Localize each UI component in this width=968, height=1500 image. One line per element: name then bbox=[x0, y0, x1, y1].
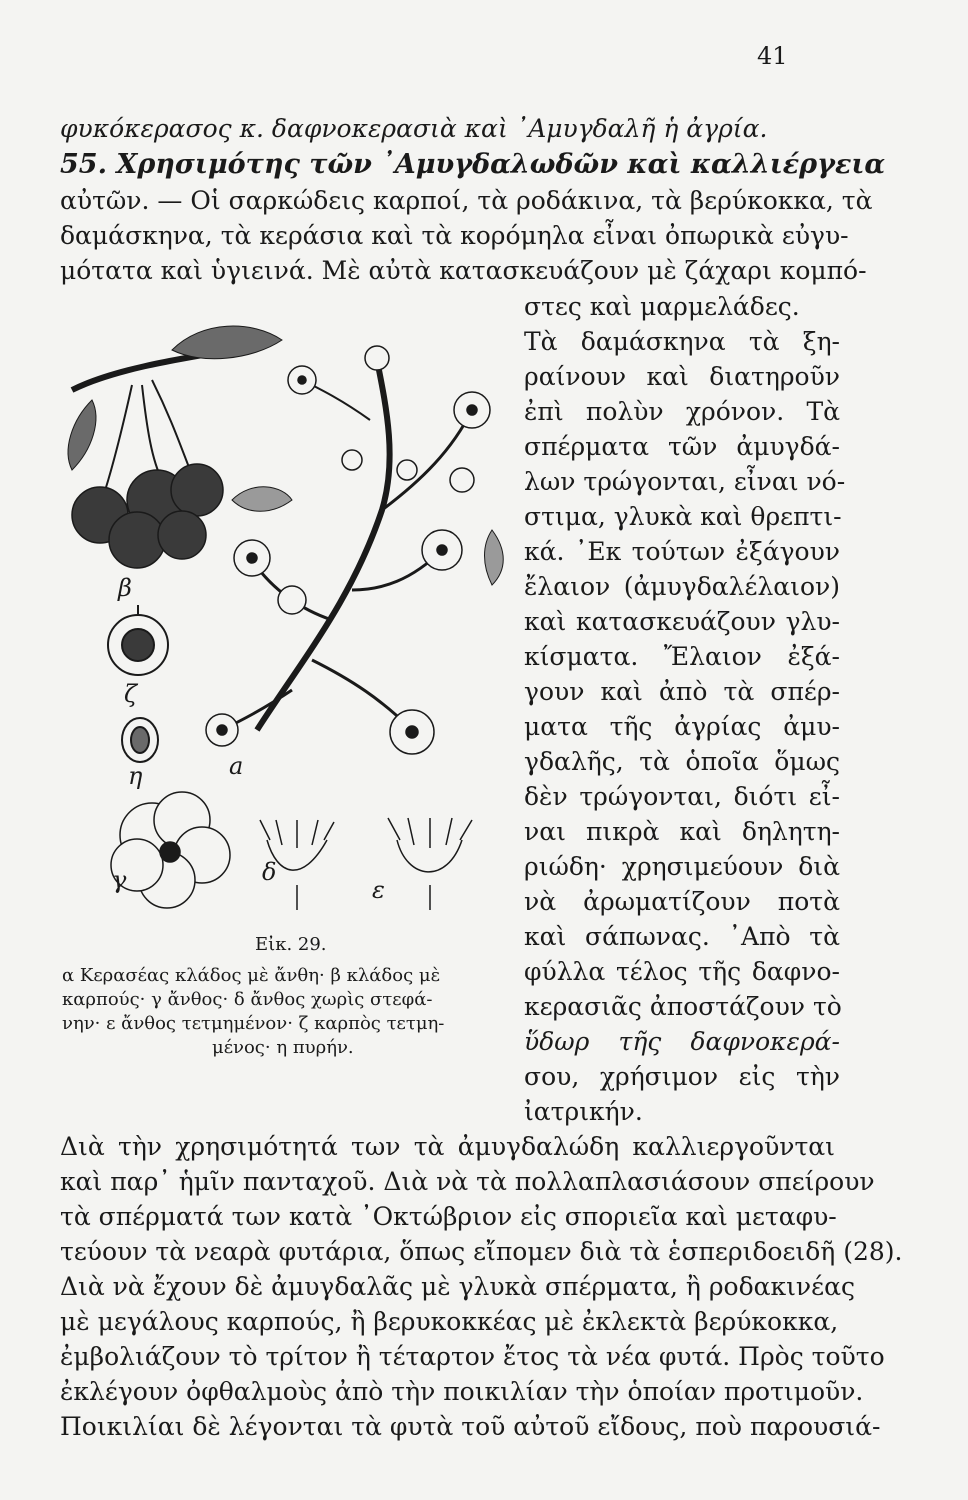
body-line: Ποικιλίαι δὲ λέγονται τὰ φυτὰ τοῦ αὐτοῦ εἴδους, ποὺ παρουσιά- bbox=[60, 1412, 881, 1441]
column-line: ριώδη· χρησιμεύουν διὰ bbox=[524, 852, 840, 881]
figure-caption-line: μένος· η πυρήν. bbox=[212, 1037, 354, 1058]
figure-caption-line: καρπούς· γ ἄνθος· δ ἄνθος χωρὶς στεφά- bbox=[62, 989, 433, 1010]
column-line: νὰ ἀρωματίζουν ποτὰ bbox=[524, 887, 840, 916]
figure-label-g: η bbox=[128, 762, 143, 790]
figure-caption-line: νην· ε ἄνθος τετμημένον· ζ καρπὸς τετμη- bbox=[62, 1013, 445, 1034]
body-line: αὐτῶν. — Οἱ σαρκώδεις καρποί, τὰ ροδάκινα, τὰ βερύκοκκα, τὰ bbox=[60, 186, 873, 215]
figure-label-c: γ bbox=[112, 866, 127, 894]
column-line: φύλλα τέλος τῆς δαφνο- bbox=[524, 957, 840, 986]
column-line: λων τρώγονται, εἶναι νό- bbox=[524, 467, 846, 496]
plant-names-line: φυκόκερασος κ. δαφνοκερασιὰ καὶ ᾿Αμυγδαλῆ ἡ ἀγρία. bbox=[60, 114, 768, 143]
column-line: ραίνουν καὶ διατηροῦν bbox=[524, 362, 840, 391]
body-line: τεύουν τὰ νεαρὰ φυτάρια, ὅπως εἴπομεν διὰ τὰ ἑσπεριδοειδῆ (28). bbox=[60, 1237, 903, 1266]
figure-title: Εἰκ. 29. bbox=[255, 934, 327, 955]
column-line: Τὰ δαμάσκηνα τὰ ξη- bbox=[524, 327, 840, 356]
figure-label-e: ε bbox=[372, 876, 385, 904]
column-line: στες καὶ μαρμελάδες. bbox=[524, 292, 800, 321]
figure-label-d: δ bbox=[262, 858, 277, 886]
column-line: ἔλαιον (ἀμυγδαλέλαιον) bbox=[524, 572, 840, 601]
figure-label-f: ζ bbox=[124, 680, 138, 708]
section-heading: 55. Χρησιμότης τῶν ᾿Αμυγδαλωδῶν καὶ καλλιέργεια bbox=[60, 149, 886, 180]
column-line: καὶ κατασκευάζουν γλυ- bbox=[524, 607, 840, 636]
body-line: τὰ σπέρματά των κατὰ ᾿Οκτώβριον εἰς σποριεῖα καὶ μεταφυ- bbox=[60, 1202, 837, 1231]
column-line: ἐπὶ πολὺν χρόνον. Τὰ bbox=[524, 397, 840, 426]
column-line: κίσματα. Ἔλαιον ἐξά- bbox=[524, 642, 840, 671]
body-line: μότατα καὶ ὑγιεινά. Μὲ αὐτὰ κατασκευάζουν μὲ ζάχαρι κομπό- bbox=[60, 256, 867, 285]
body-line: δαμάσκηνα, τὰ κεράσια καὶ τὰ κορόμηλα εἶναι ὀπωρικὰ εὐγυ- bbox=[60, 221, 849, 250]
body-line: Διὰ τὴν χρησιμότητά των τὰ ἀμυγδαλώδη καλλιεργοῦνται bbox=[60, 1132, 835, 1161]
body-line: καὶ παρ᾿ ἡμῖν πανταχοῦ. Διὰ νὰ τὰ πολλαπλασιάσουν σπείρουν bbox=[60, 1167, 875, 1196]
column-line: κά. ᾿Εκ τούτων ἐξάγουν bbox=[524, 537, 840, 566]
column-line: σπέρματα τῶν ἀμυγδά- bbox=[524, 432, 840, 461]
column-line: καὶ σάπωνας. ᾿Απὸ τὰ bbox=[524, 922, 840, 951]
column-line: κερασιᾶς ἀποστάζουν τὸ bbox=[524, 992, 842, 1021]
column-line: ναι πικρὰ καὶ δηλητη- bbox=[524, 817, 840, 846]
figure-caption-line: α Κερασέας κλάδος μὲ ἄνθη· β κλάδος μὲ bbox=[62, 965, 441, 986]
body-line: ἐμβολιάζουν τὸ τρίτον ἢ τέταρτον ἔτος τὰ νέα φυτά. Πρὸς τοῦτο bbox=[60, 1342, 885, 1371]
body-line: Διὰ νὰ ἔχουν δὲ ἀμυγδαλᾶς μὲ γλυκὰ σπέρματα, ἢ ροδακινέας bbox=[60, 1272, 855, 1301]
figure-label-a: a bbox=[229, 752, 244, 780]
page-number: 41 bbox=[757, 42, 788, 70]
column-line: στιμα, γλυκὰ καὶ θρεπτι- bbox=[524, 502, 842, 531]
column-line: ἰατρικήν. bbox=[524, 1097, 643, 1126]
body-line: μὲ μεγάλους καρπούς, ἢ βερυκοκκέας μὲ ἐκλεκτὰ βερύκοκκα, bbox=[60, 1307, 839, 1336]
column-line: γδαλῆς, τὰ ὁποῖα ὅμως bbox=[524, 747, 840, 776]
figure-label-b: β bbox=[118, 574, 132, 602]
column-line: ὕδωρ τῆς δαφνοκερά- bbox=[524, 1027, 840, 1056]
body-line: ἐκλέγουν ὀφθαλμοὺς ἀπὸ τὴν ποικιλίαν τὴν ὁποίαν προτιμοῦν. bbox=[60, 1377, 864, 1406]
cherry-branch-illustration bbox=[52, 300, 514, 915]
column-line: σου, χρήσιμον εἰς τὴν bbox=[524, 1062, 840, 1091]
column-line: δὲν τρώγονται, διότι εἶ- bbox=[524, 782, 840, 811]
column-line: γουν καὶ ἀπὸ τὰ σπέρ- bbox=[524, 677, 840, 706]
column-line: ματα τῆς ἀγρίας ἀμυ- bbox=[524, 712, 840, 741]
text-line-intro bbox=[60, 112, 835, 146]
